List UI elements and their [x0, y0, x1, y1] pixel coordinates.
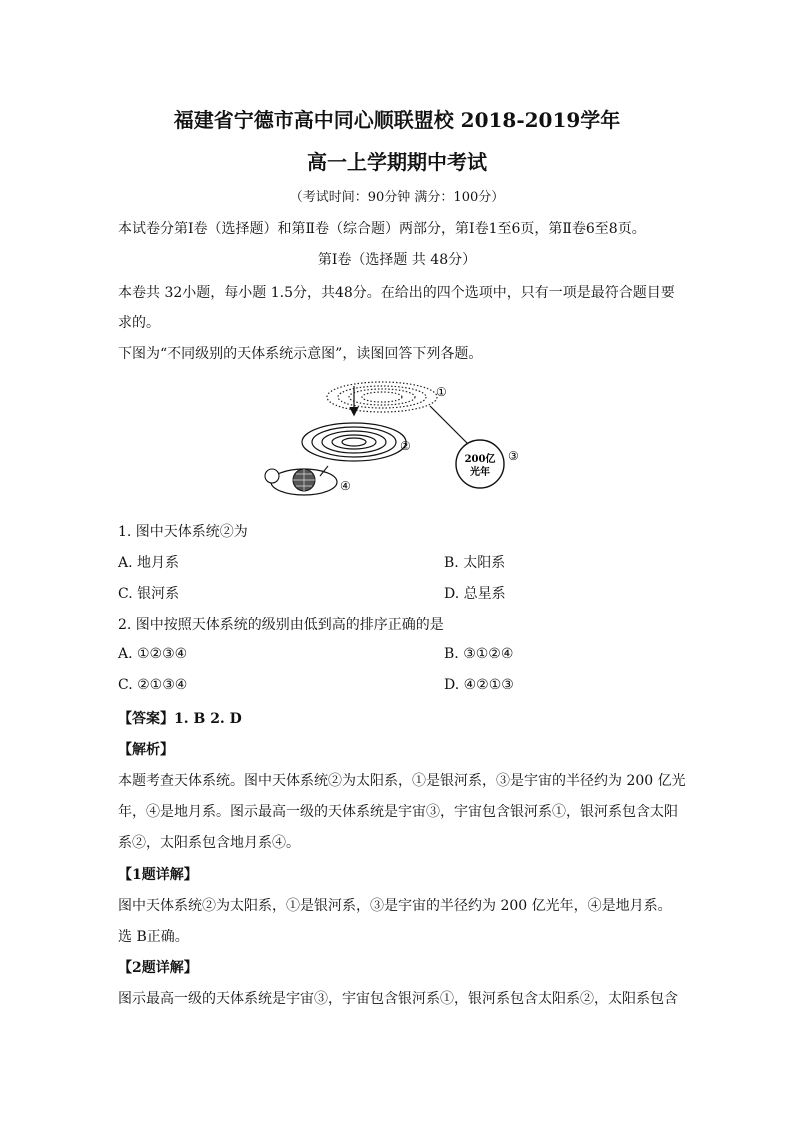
section1-title: 第Ⅰ卷（选择题 共 48分） — [317, 252, 477, 268]
question-1-stem: 1. 图中天体系统②为 — [118, 524, 248, 540]
q1-option-a: A. 地月系 — [118, 555, 180, 571]
detail1-line: 图中天体系统②为太阳系，①是银河系，③是宇宙的半径约为 200 亿光年，④是地月系。 — [118, 898, 672, 914]
question-2-stem: 2. 图中按照天体系统的级别由低到高的排序正确的是 — [118, 617, 444, 633]
detail2-heading: 【2题详解】 — [118, 960, 198, 976]
intro-text: 本试卷分第Ⅰ卷（选择题）和第Ⅱ卷（综合题）两部分，第Ⅰ卷1至6页，第Ⅱ卷6至8页。 — [118, 221, 646, 237]
analysis-line: 本题考查天体系统。图中天体系统②为太阳系，①是银河系，③是宇宙的半径约为 200 亿光 — [118, 773, 686, 789]
instructions-line: 求的。 — [118, 315, 160, 331]
q2-option-a: A. ①②③④ — [118, 646, 188, 662]
solar-system-ellipse — [302, 423, 406, 461]
label-1: ① — [436, 385, 447, 399]
q1-option-c: C. 银河系 — [118, 586, 180, 602]
analysis-heading: 【解析】 — [118, 742, 174, 758]
analysis-line: 系②，太阳系包含地月系④。 — [118, 835, 300, 851]
q2-option-d: D. ④②①③ — [444, 677, 514, 693]
instructions-line: 本卷共 32小题，每小题 1.5分，共48分。在给出的四个选项中，只有一项是最符合题目要 — [118, 285, 675, 301]
q2-option-c: C. ②①③④ — [118, 677, 188, 693]
arrow-galaxy-to-universe — [430, 406, 470, 446]
detail2-line: 图示最高一级的天体系统是宇宙③，宇宙包含银河系①，银河系包含太阳系②，太阳系包含 — [118, 991, 678, 1007]
celestial-systems-diagram — [258, 376, 538, 500]
answer-line: 【答案】1. B 2. D — [118, 711, 242, 727]
q1-option-b: B. 太阳系 — [444, 555, 506, 571]
label-3: ③ — [508, 449, 519, 463]
q1-option-d: D. 总星系 — [444, 586, 506, 602]
label-2: ② — [400, 439, 411, 453]
universe-text-1: 200亿 — [464, 454, 496, 465]
detail1-heading: 【1题详解】 — [118, 867, 198, 883]
universe-text-2: 光年 — [470, 467, 490, 478]
detail1-line: 选 B正确。 — [118, 929, 189, 945]
figure-intro: 下图为“不同级别的天体系统示意图”，读图回答下列各题。 — [118, 346, 483, 362]
analysis-line: 年，④是地月系。图示最高一级的天体系统是宇宙③，宇宙包含银河系①，银河系包含太阳 — [118, 804, 678, 820]
q2-option-b: B. ③①②④ — [444, 646, 514, 662]
label-4: ④ — [340, 479, 351, 493]
exam-info: （考试时间：90分钟 满分：100分） — [289, 190, 505, 205]
doc-title-line2: 高一上学期期中考试 — [307, 150, 487, 174]
doc-title-line1: 福建省宁德市高中同心顺联盟校 2018-2019学年 — [173, 108, 621, 132]
earth-moon-system — [265, 469, 337, 495]
galaxy-ellipse — [327, 382, 437, 412]
